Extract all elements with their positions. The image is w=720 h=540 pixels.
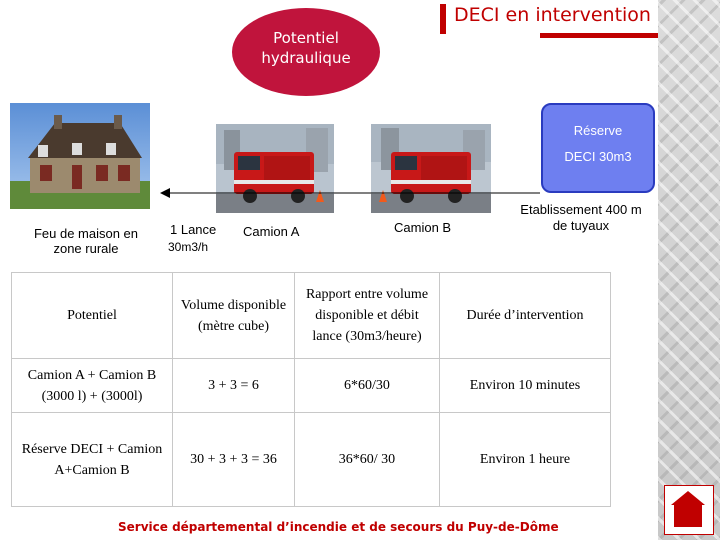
title-underline bbox=[540, 33, 658, 38]
reserve-label: Réserve bbox=[573, 123, 623, 138]
etablissement-label: Etablissement 400 m de tuyaux bbox=[520, 202, 642, 233]
table-cell: 30 + 3 + 3 = 36 bbox=[173, 413, 295, 507]
table-cell: 6*60/30 bbox=[295, 359, 440, 413]
header-cell: Volume disponible (mètre cube) bbox=[173, 273, 295, 359]
oval-label-line2: hydraulique bbox=[261, 49, 351, 67]
comparison-table bbox=[11, 272, 611, 507]
title-accent-bar bbox=[440, 4, 446, 34]
header-cell: Rapport entre volume disponible et débit lance (30m3/heure) bbox=[295, 273, 440, 359]
house-photo bbox=[10, 103, 150, 209]
table-row bbox=[12, 413, 611, 507]
page-title: DECI en intervention bbox=[454, 4, 651, 26]
logo-house-shape bbox=[674, 505, 702, 527]
table-header-row bbox=[12, 273, 611, 359]
table-cell: 3 + 3 = 6 bbox=[173, 359, 295, 413]
camion-a-label: Camion A bbox=[243, 224, 300, 239]
camion-b-label: Camion B bbox=[394, 220, 452, 235]
header-cell: Potentiel bbox=[12, 273, 173, 359]
table-cell: Environ 1 heure bbox=[440, 413, 611, 507]
lance-label: 1 Lance bbox=[170, 222, 217, 237]
reserve-volume-label: DECI 30m3 bbox=[564, 149, 632, 164]
table-row bbox=[12, 359, 611, 413]
reserve-deci-box bbox=[541, 103, 655, 193]
table-cell: Camion A + Camion B (3000 l) + (3000l) bbox=[12, 359, 173, 413]
fire-label: Feu de maison en zone rurale bbox=[33, 226, 139, 256]
oval-label bbox=[232, 28, 380, 68]
footer-text: Service départemental d’incendie et de secours du Puy-de-Dôme bbox=[118, 520, 559, 534]
table-cell: 36*60/ 30 bbox=[295, 413, 440, 507]
metal-plate-decoration bbox=[658, 0, 720, 540]
hose-arrow bbox=[160, 186, 540, 200]
oval-label-line1: Potentiel bbox=[273, 29, 339, 47]
logo-roof-shape bbox=[671, 491, 705, 505]
table-cell: Environ 10 minutes bbox=[440, 359, 611, 413]
flow-label: 30m3/h bbox=[168, 240, 209, 254]
table-cell: Réserve DECI + Camion A+Camion B bbox=[12, 413, 173, 507]
header-cell: Durée d’intervention bbox=[440, 273, 611, 359]
